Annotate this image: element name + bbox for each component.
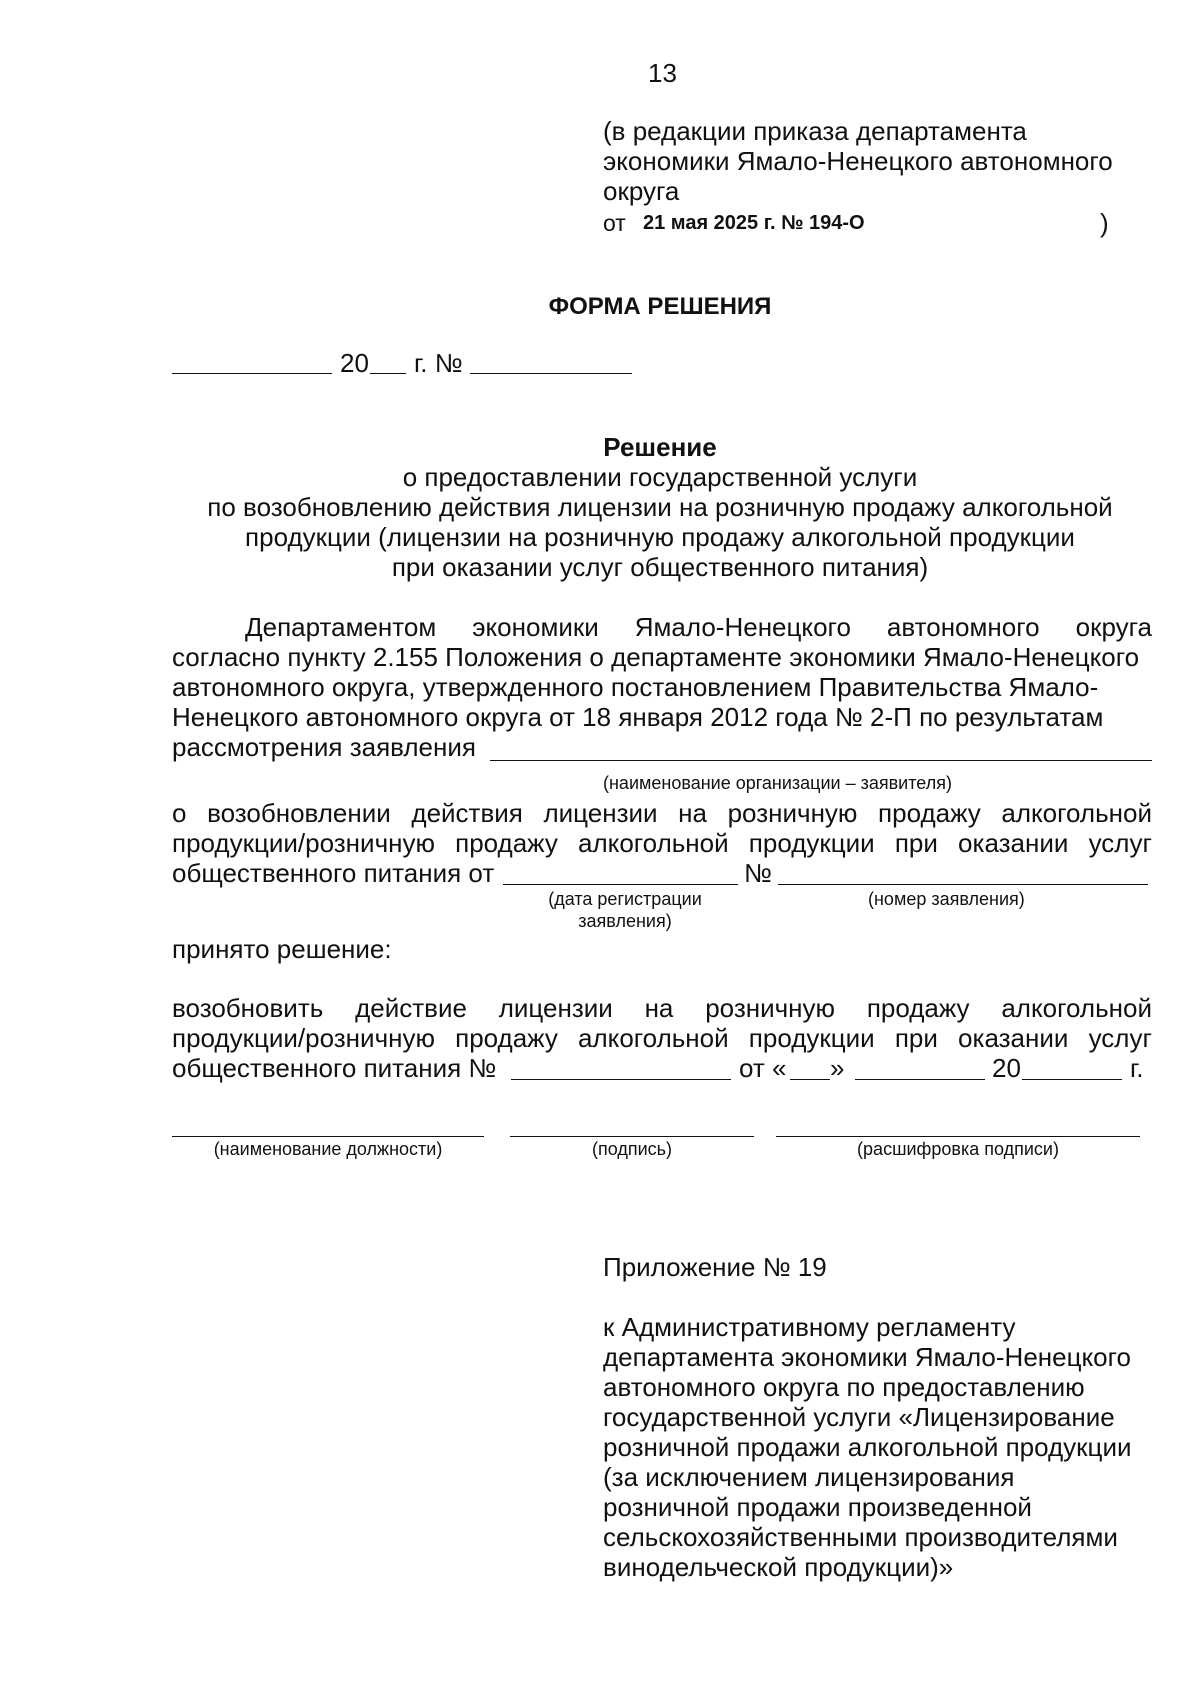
body-line	[172, 1023, 1152, 1053]
year-suffix-2: г.	[1130, 1053, 1144, 1083]
word: продажу	[455, 1023, 558, 1053]
word: алкогольной	[578, 828, 729, 858]
license-number-blank	[511, 1079, 731, 1080]
word: продукции/розничную	[172, 828, 435, 858]
appendix-line: винодельческой продукции)»	[603, 1552, 954, 1582]
word: лицензии	[498, 993, 613, 1023]
body-line: общественного питания от	[172, 858, 495, 888]
applicant-name-blank	[490, 760, 1152, 761]
word: действие	[355, 993, 467, 1023]
body-line	[172, 798, 1152, 828]
form-title: ФОРМА РЕШЕНИЯ	[548, 293, 772, 320]
quote-close: »	[830, 1053, 845, 1083]
position-caption: (наименование должности)	[213, 1139, 443, 1159]
edition-note-from: от	[603, 210, 626, 236]
decision-subtitle: продукции (лицензии на розничную продажу алкогольной продукции	[245, 522, 1075, 552]
word: оказании	[958, 1023, 1069, 1053]
body-line: согласно пункту 2.155 Положения о департаменте экономики Ямало-Ненецкого	[172, 642, 1140, 672]
app-number-caption: (номер заявления)	[868, 889, 1025, 909]
appendix-line: розничной продажи произведенной	[603, 1492, 1032, 1522]
body-line: Ненецкого автономного округа от 18 января 2012 года № 2-П по результатам	[172, 702, 1104, 732]
body-line: автономного округа, утвержденного постановлением Правительства Ямало-	[172, 672, 1099, 702]
word: экономики	[472, 612, 599, 642]
decision-subtitle: по возобновлению действия лицензии на розничную продажу алкогольной	[207, 492, 1113, 522]
number-sign: №	[744, 858, 772, 888]
year-prefix-2: 20	[992, 1053, 1021, 1083]
word: продукции/розничную	[172, 1023, 435, 1053]
decoding-caption: (расшифровка подписи)	[857, 1139, 1059, 1159]
appendix-line: к Административному регламенту	[603, 1312, 1016, 1342]
year-prefix: 20	[340, 348, 369, 378]
appendix-line: департамента экономики Ямало-Ненецкого	[603, 1342, 1131, 1372]
app-number-blank	[778, 884, 1148, 885]
body-line: общественного питания №	[172, 1053, 497, 1083]
page-number: 13	[648, 58, 677, 88]
appendix-line: автономного округа по предоставлению	[603, 1372, 1085, 1402]
applicant-caption: (наименование организации – заявителя)	[603, 773, 952, 793]
word: округа	[1075, 612, 1152, 642]
reg-date-caption: (дата регистрации	[548, 889, 702, 909]
from-label: от «	[739, 1053, 787, 1083]
body-line	[172, 828, 1152, 858]
word: продукции	[748, 1023, 875, 1053]
date-blank	[172, 373, 332, 374]
body-line: рассмотрения заявления	[172, 732, 476, 762]
word: возобновлении	[207, 798, 391, 828]
word: на	[644, 993, 674, 1023]
word: возобновить	[172, 993, 324, 1023]
word: розничную	[705, 993, 836, 1023]
reg-date-blank	[503, 884, 738, 885]
year-blank-2	[1022, 1079, 1122, 1080]
appendix-line: сельскохозяйственными производителями	[603, 1522, 1118, 1552]
year-blank	[370, 373, 406, 374]
month-blank	[855, 1079, 985, 1080]
word: услуг	[1088, 828, 1152, 858]
signature-blank	[510, 1136, 754, 1137]
edition-note-line: экономики Ямало-Ненецкого автономного	[603, 146, 1113, 176]
decision-subtitle: при оказании услуг общественного питания)	[391, 552, 929, 582]
edition-note-close: )	[1100, 208, 1109, 238]
word: действия	[411, 798, 523, 828]
word: продукции	[748, 828, 875, 858]
word: при	[894, 828, 938, 858]
decoding-blank	[776, 1136, 1140, 1137]
word: продажу	[878, 798, 981, 828]
appendix-line: (за исключением лицензирования	[603, 1462, 1015, 1492]
signature-caption: (подпись)	[591, 1139, 673, 1159]
edition-note-line: округа	[603, 176, 680, 206]
position-blank	[172, 1136, 484, 1137]
word: алкогольной	[1001, 993, 1152, 1023]
body-line	[245, 612, 1152, 642]
word: лицензии	[543, 798, 658, 828]
edition-note-line: (в редакции приказа департамента	[603, 116, 1027, 146]
appendix-title: Приложение № 19	[603, 1252, 827, 1282]
appendix-line: розничной продажи алкогольной продукции	[603, 1432, 1132, 1462]
word: алкогольной	[1001, 798, 1152, 828]
decision-taken: принято решение:	[172, 934, 392, 964]
year-number-label: г. №	[414, 348, 463, 378]
order-date-number: 21 мая 2025 г. № 194-О	[643, 212, 865, 234]
word: автономного	[886, 612, 1040, 642]
word: при	[894, 1023, 938, 1053]
decision-subtitle: о предоставлении государственной услуги	[402, 462, 918, 492]
word: оказании	[958, 828, 1069, 858]
appendix-line: государственной услуги «Лицензирование	[603, 1402, 1115, 1432]
decision-title: Решение	[603, 432, 717, 462]
word: Ямало-Ненецкого	[634, 612, 851, 642]
word: услуг	[1088, 1023, 1152, 1053]
number-blank	[470, 373, 632, 374]
body-line	[172, 993, 1152, 1023]
reg-date-caption: заявления)	[578, 911, 672, 931]
word: на	[678, 798, 707, 828]
word: о	[172, 798, 187, 828]
day-blank	[790, 1079, 830, 1080]
word: Департаментом	[245, 612, 437, 642]
word: алкогольной	[578, 1023, 729, 1053]
word: продажу	[455, 828, 558, 858]
word: продажу	[866, 993, 970, 1023]
word: розничную	[727, 798, 858, 828]
